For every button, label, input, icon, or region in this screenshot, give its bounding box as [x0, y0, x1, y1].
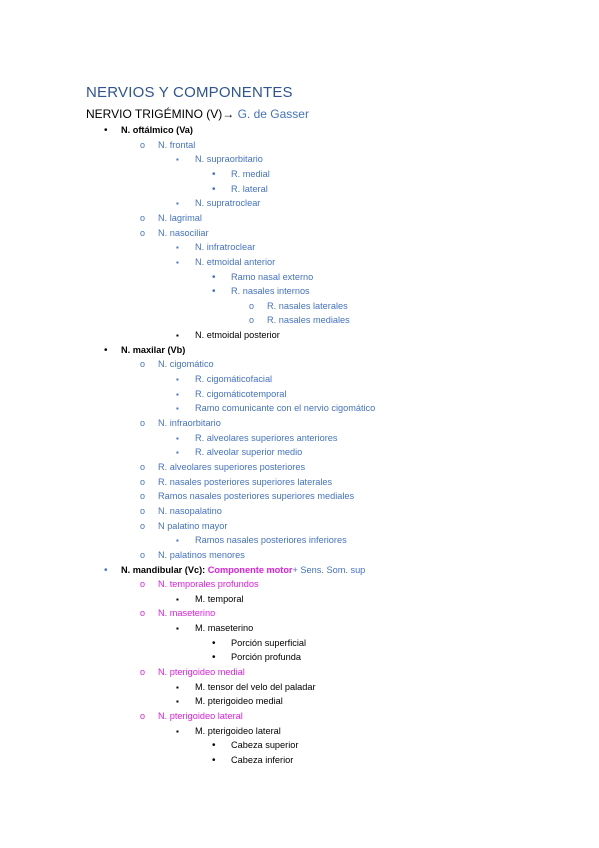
bullet-icon: o — [140, 549, 146, 560]
bullet-icon: • — [212, 168, 216, 180]
outline-item-text — [195, 257, 275, 268]
outline-item-annotation: Componente motor — [207, 564, 293, 575]
outline-item-text — [231, 740, 298, 751]
outline-item-label: Ramo comunicante con el nervio cigomático — [195, 403, 376, 414]
outline-item-label: R. alveolares superiores posteriores — [158, 461, 306, 472]
bullet-icon: ▪ — [176, 433, 179, 443]
outline-item-label: N. pterigoideo lateral — [158, 711, 243, 721]
outline-item-label: N. pterigoideo medial — [158, 667, 245, 678]
outline-item-label: Porción superficial — [231, 637, 307, 648]
bullet-icon: • — [212, 754, 216, 766]
outline-item-label: N palatino mayor — [158, 520, 228, 531]
outline-item-text — [195, 623, 253, 634]
outline-item-label: N. mandibular (Vc): — [121, 564, 208, 575]
bullet-icon: ▪ — [176, 726, 179, 736]
subtitle-main: NERVIO TRIGÉMINO (V) — [86, 107, 223, 121]
outline-item-label: N. etmoidal posterior — [195, 330, 280, 341]
outline-item-text — [158, 608, 215, 619]
bullet-icon: ▪ — [176, 624, 179, 634]
outline-item-label: R. nasales laterales — [267, 300, 348, 311]
bullet-icon: o — [140, 476, 146, 487]
outline-item-text — [195, 726, 281, 737]
bullet-icon: o — [249, 315, 255, 326]
bullet-icon: o — [140, 491, 146, 502]
bullet-icon: o — [140, 227, 146, 238]
outline-item-text — [158, 359, 214, 370]
bullet-icon: ▪ — [176, 594, 179, 604]
bullet-icon: ▪ — [176, 536, 179, 546]
subtitle-accent: G. de Gasser — [234, 107, 309, 121]
outline-item-label: N. lagrimal — [158, 212, 202, 223]
outline-item-label: N. oftálmico (Va) — [121, 125, 193, 135]
bullet-icon: ▪ — [176, 199, 179, 209]
outline-item-label: N. etmoidal anterior — [195, 256, 276, 267]
outline-item-label: N. nasociliar — [158, 227, 209, 238]
bullet-icon: o — [140, 505, 146, 516]
bullet-icon: • — [104, 344, 108, 356]
outline-item-label: Cabeza inferior — [231, 754, 294, 765]
bullet-icon: o — [140, 359, 146, 370]
bullet-icon: ▪ — [176, 243, 179, 253]
bullet-icon: • — [104, 125, 108, 136]
outline-item-label: N. supratroclear — [195, 198, 261, 209]
bullet-icon: • — [212, 286, 216, 298]
outline-item-text — [195, 535, 347, 546]
outline-item-text — [195, 330, 280, 341]
bullet-icon: ▪ — [176, 682, 179, 692]
outline-item-text — [195, 154, 263, 165]
outline-item-label: M. maseterino — [195, 623, 254, 634]
outline-item-text — [231, 755, 293, 766]
outline-item-label: N. palatinos menores — [158, 549, 245, 560]
outline-item-text — [195, 198, 260, 209]
outline-item-label: N. supraorbitario — [195, 154, 263, 165]
outline-item-label: N. temporales profundos — [158, 579, 259, 590]
bullet-icon: o — [249, 300, 255, 311]
outline-item-label: M. temporal — [195, 593, 244, 604]
outline-item-text — [158, 711, 243, 722]
bullet-icon: o — [140, 520, 146, 531]
outline-item-label: R. alveolares superiores anteriores — [195, 432, 338, 443]
outline-item-label: N. infratroclear — [195, 242, 256, 253]
outline-item-text — [231, 184, 268, 195]
outline-item-label: Ramos nasales posteriores inferiores — [195, 535, 347, 546]
bullet-icon: • — [212, 271, 216, 283]
bullet-icon: ▪ — [176, 389, 179, 399]
outline-item-text — [231, 272, 313, 283]
outline-item-label: Ramo nasal externo — [231, 271, 314, 282]
outline-item-label: R. cigomáticofacial — [195, 374, 273, 385]
outline-item-text — [195, 403, 375, 414]
outline-item-label: R. nasales internos — [231, 286, 310, 297]
outline-item-label: Ramos nasales posteriores superiores mediales — [158, 491, 355, 502]
outline-item-text — [121, 565, 365, 576]
outline-item-text — [158, 506, 222, 517]
bullet-icon: • — [212, 652, 216, 664]
outline-item-text — [195, 433, 337, 444]
outline-item-label: M. tensor del velo del paladar — [195, 681, 316, 692]
bullet-icon: ▪ — [176, 257, 179, 267]
outline-item-text — [158, 418, 221, 429]
outline-item-label: Porción profunda — [231, 652, 301, 663]
bullet-icon: o — [140, 418, 146, 428]
outline-item-label: N. maseterino — [158, 608, 216, 619]
outline-item-text — [158, 521, 227, 532]
outline-item-text — [158, 667, 245, 678]
outline-item-label: N. frontal — [158, 139, 196, 150]
bullet-icon: • — [212, 637, 216, 649]
outline-item-label: M. pterigoideo medial — [195, 696, 283, 707]
outline-item-text — [121, 125, 193, 136]
outline-item-label: R. cigomáticotemporal — [195, 388, 287, 399]
outline-item-text — [195, 447, 302, 458]
bullet-icon: o — [140, 139, 146, 150]
outline-item-text — [158, 550, 245, 561]
outline-item-text — [158, 140, 195, 151]
outline-item-text — [158, 477, 332, 488]
outline-item-text — [158, 228, 209, 239]
outline-item-label: N. infraorbitario — [158, 418, 221, 428]
outline-item-text — [195, 389, 286, 400]
bullet-icon: o — [140, 608, 146, 619]
bullet-icon: o — [140, 667, 146, 678]
outline-item-text — [231, 638, 306, 649]
outline-item-text — [195, 594, 244, 605]
bullet-icon: o — [140, 212, 146, 223]
bullet-icon: ▪ — [176, 375, 179, 385]
outline-item-text — [158, 462, 305, 473]
bullet-icon: o — [140, 711, 146, 721]
bullet-icon: o — [140, 579, 146, 590]
bullet-icon: • — [212, 740, 216, 752]
outline-item-label: Cabeza superior — [231, 740, 299, 751]
outline-item-label: N. nasopalatino — [158, 505, 222, 516]
bullet-icon: • — [212, 183, 216, 195]
outline-item-label: N. cigomático — [158, 359, 214, 370]
outline-item-text — [231, 169, 270, 180]
outline-item-text — [158, 491, 354, 502]
outline-item-annotation: + Sens. Som. sup — [292, 564, 366, 575]
outline-item-text — [121, 345, 185, 356]
outline-item-text — [231, 286, 310, 297]
outline-item-label: N. maxilar (Vb) — [121, 344, 186, 355]
outline-item-text — [158, 579, 259, 590]
outline-item-text — [195, 682, 316, 693]
arrow-icon: → — [222, 107, 235, 121]
outline-item-text — [231, 652, 301, 663]
bullet-icon: • — [104, 564, 108, 576]
outline-item-text — [267, 315, 350, 326]
bullet-icon: ▪ — [176, 697, 179, 707]
outline-item-text — [195, 696, 283, 707]
outline-item-text — [158, 213, 202, 224]
outline-item-label: R. nasales mediales — [267, 315, 350, 326]
bullet-icon: o — [140, 461, 146, 472]
outline-item-label: R. alveolar superior medio — [195, 447, 303, 458]
outline-item-text — [195, 242, 255, 253]
outline-item-label: R. lateral — [231, 183, 268, 194]
bullet-icon: ▪ — [176, 448, 179, 458]
outline-item-text — [267, 301, 348, 312]
bullet-icon: ▪ — [176, 331, 179, 341]
bullet-icon: ▪ — [176, 155, 179, 165]
page-title: NERVIOS Y COMPONENTES — [86, 84, 293, 101]
outline-item-label: R. nasales posteriores superiores laterales — [158, 476, 333, 487]
outline-item-text — [195, 374, 272, 385]
outline-item-label: R. medial — [231, 168, 270, 179]
bullet-icon: ▪ — [176, 404, 179, 414]
outline-item-label: M. pterigoideo lateral — [195, 725, 281, 736]
